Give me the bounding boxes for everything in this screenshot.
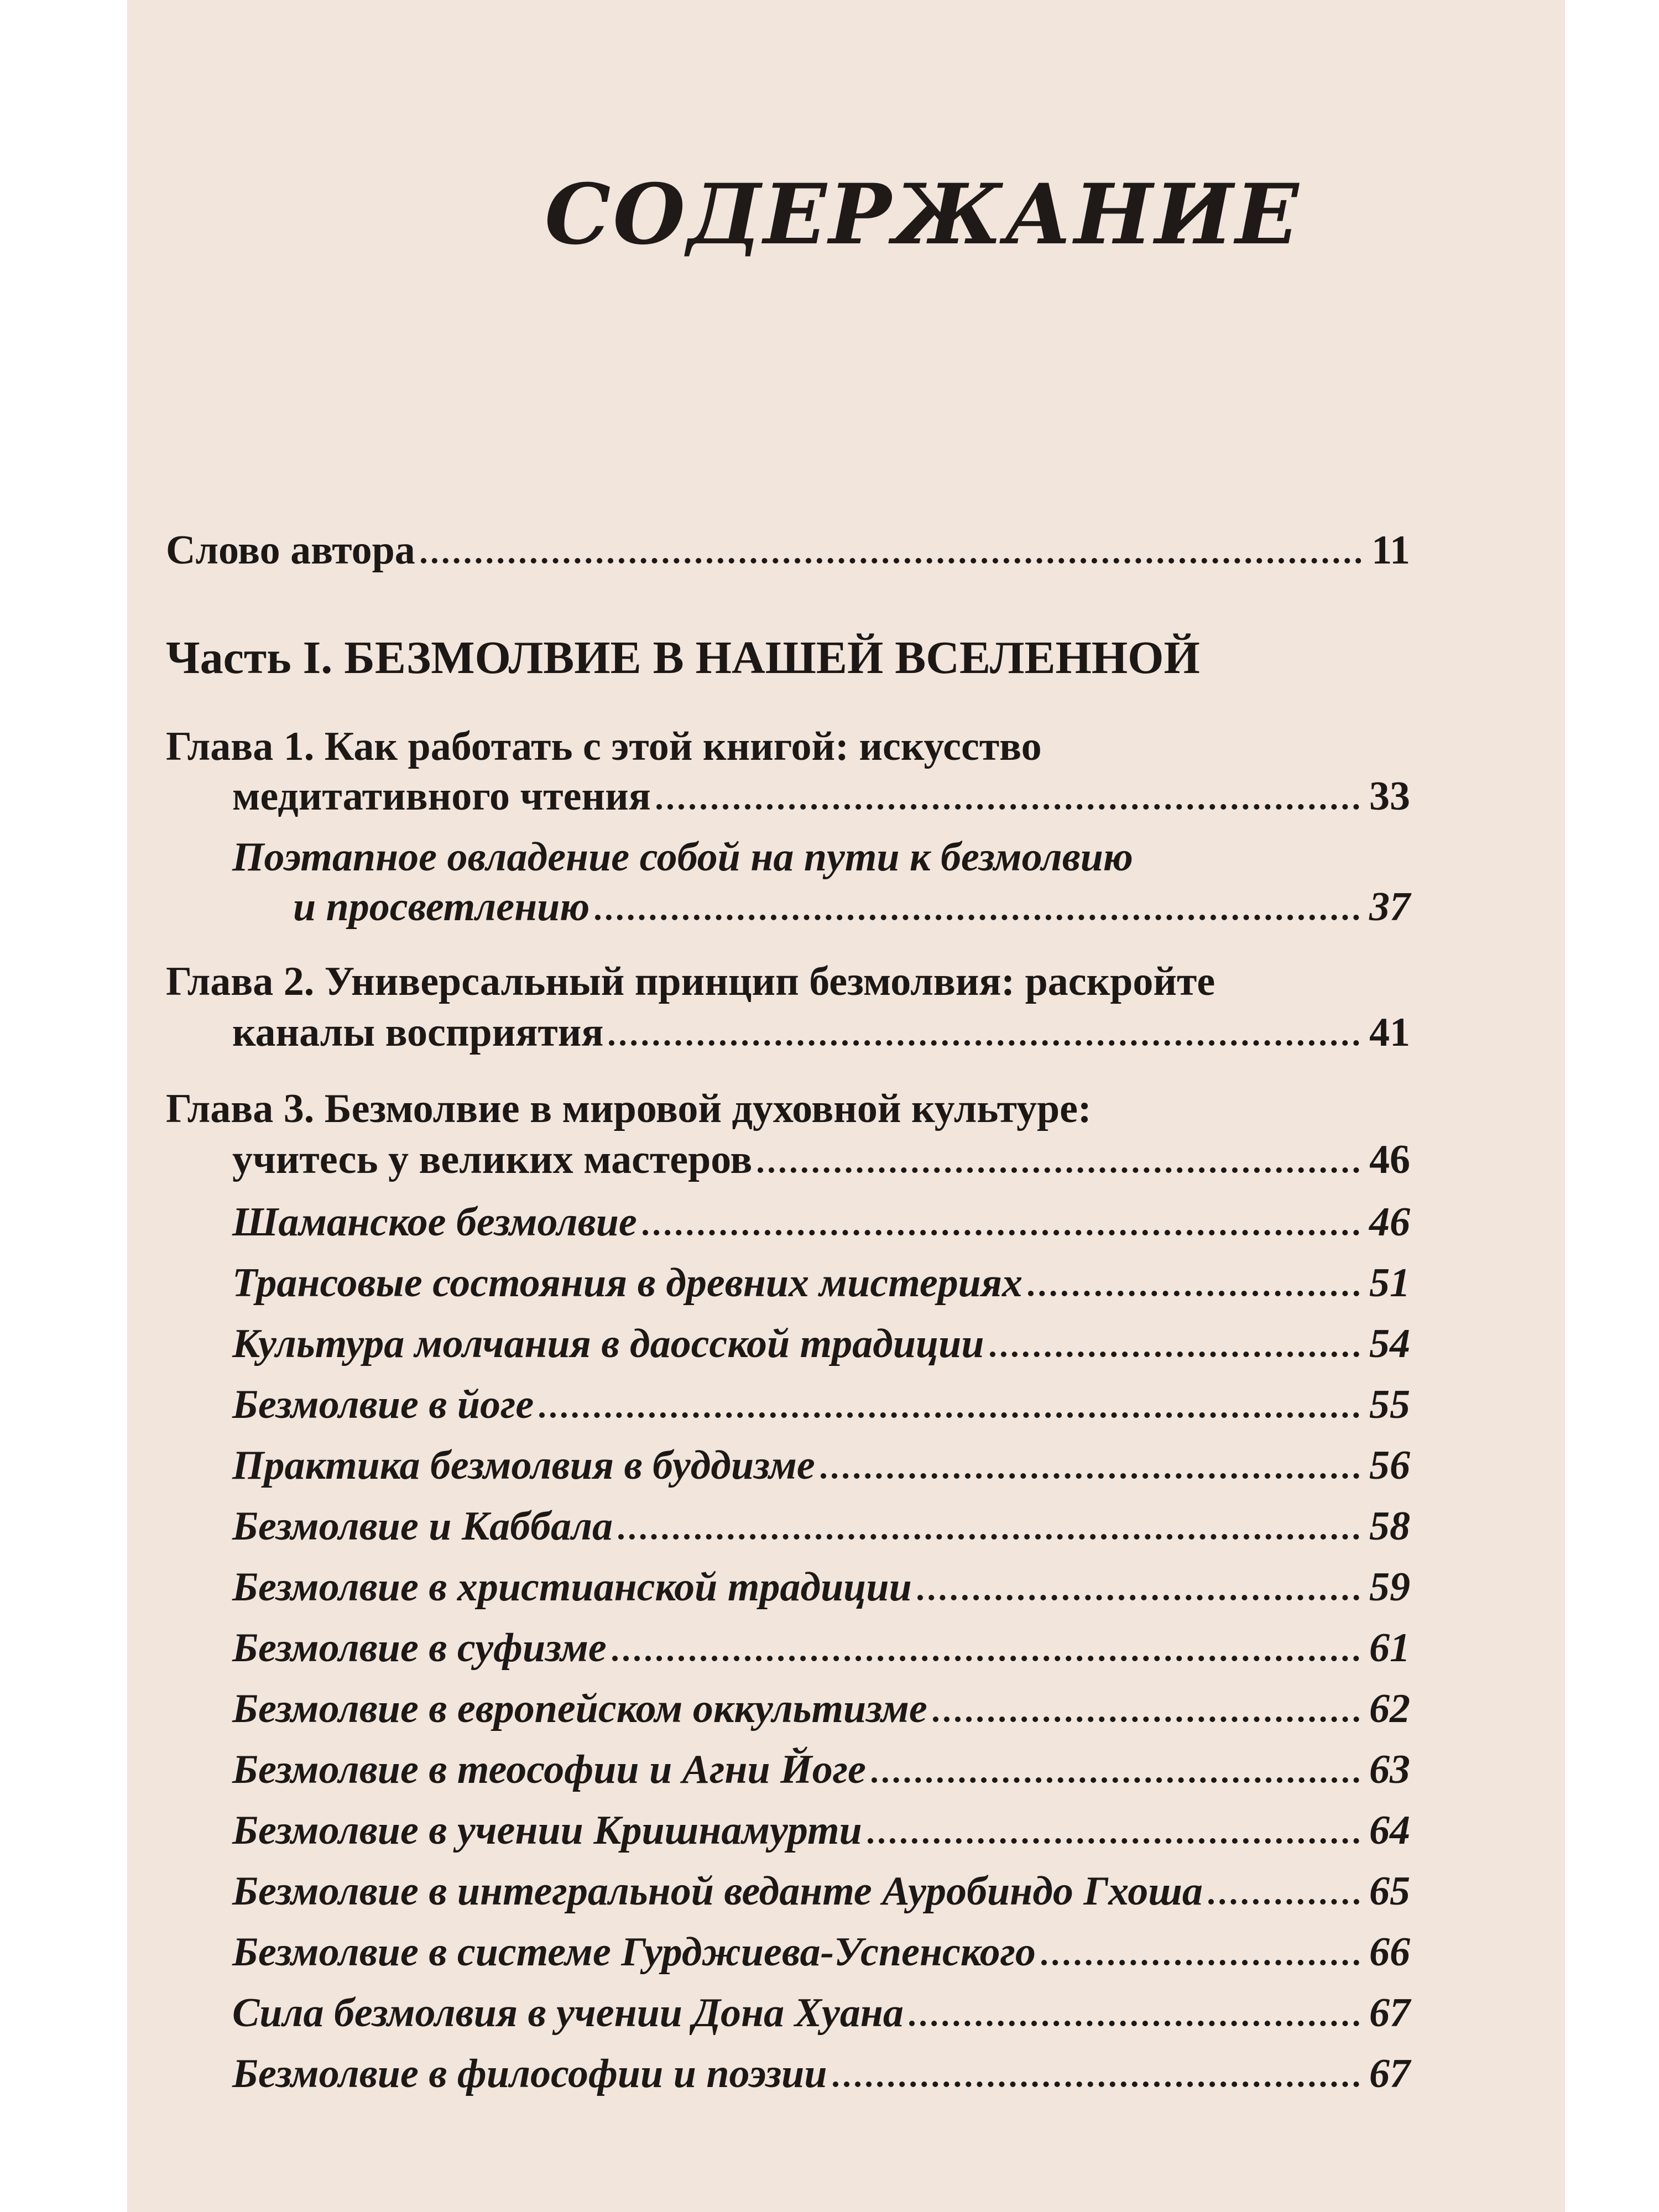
toc-page-number: 64 [1369, 1808, 1410, 1853]
toc-entry-subsection [232, 1258, 1410, 1308]
toc-page-number: 46 [1369, 1199, 1410, 1245]
dot-leader [539, 1412, 1359, 1418]
part-heading: Часть I. БЕЗМОЛВИЕ В НАШЕЙ ВСЕЛЕННОЙ [166, 632, 1200, 684]
dot-leader [618, 1534, 1359, 1540]
toc-entry-text: Безмолвие в системе Гурджиева-Успенского [232, 1929, 1036, 1975]
toc-entry-text: Трансовые состояния в древних мистериях [232, 1260, 1022, 1306]
toc-entry-text: Безмолвие в теософии и Агни Йоге [232, 1747, 866, 1792]
toc-page-number: 61 [1369, 1625, 1410, 1671]
dot-leader [872, 1777, 1359, 1783]
toc-entry-text: Безмолвие в христианской традиции [232, 1564, 912, 1610]
dot-leader [643, 1230, 1359, 1235]
dot-leader [821, 1473, 1359, 1479]
toc-entry-chapter-1 [232, 771, 1410, 821]
toc-entry-text: Безмолвие в суфизме [232, 1625, 607, 1671]
toc-entry-subsection [232, 1745, 1410, 1794]
toc-page-number: 59 [1369, 1564, 1410, 1610]
dot-leader [421, 558, 1361, 564]
subsection-title-line1: Поэтапное овладение собой на пути к безмолвию [232, 834, 1133, 880]
dot-leader [609, 1040, 1359, 1046]
toc-entry-subsection [232, 1866, 1410, 1916]
toc-entry-subsection [232, 1197, 1410, 1247]
toc-entry-text: и просветлению [293, 884, 590, 930]
toc-page-number: 63 [1369, 1747, 1410, 1792]
toc-entry-text: Безмолвие в европейском оккультизме [232, 1686, 927, 1731]
toc-page-number: 11 [1371, 528, 1410, 573]
toc-entry-subsection [232, 1441, 1410, 1490]
dot-leader [595, 915, 1359, 920]
toc-entry-text: Безмолвие и Каббала [232, 1504, 613, 1549]
toc-page-number: 46 [1369, 1137, 1410, 1182]
chapter-1-title-line1: Глава 1. Как работать с этой книгой: искусство [166, 724, 1042, 769]
dot-leader [1041, 1960, 1359, 1965]
toc-entry-subsection [232, 2049, 1410, 2099]
toc-page-number: 55 [1369, 1382, 1410, 1427]
toc-entry-text: Безмолвие в философии и поэзии [232, 2051, 827, 2096]
toc-entry-text: Слово автора [166, 528, 415, 573]
toc-entry-subsection [232, 1988, 1410, 2038]
toc-page-number: 62 [1369, 1686, 1410, 1731]
toc-entry-text: Безмолвие в интегральной веданте Ауробиндо Гхоша [232, 1869, 1203, 1914]
dot-leader [933, 1717, 1359, 1722]
toc-page-number: 67 [1369, 1990, 1410, 2036]
dot-leader [758, 1167, 1359, 1173]
toc-page-number: 58 [1369, 1504, 1410, 1549]
dot-leader [612, 1656, 1359, 1661]
dot-leader [656, 804, 1359, 810]
page-title: СОДЕРЖАНИЕ [545, 166, 1301, 263]
dot-leader [833, 2081, 1360, 2087]
toc-entry-text: медитативного чтения [232, 774, 651, 819]
toc-entry-subsection [232, 1562, 1410, 1612]
dot-leader [1028, 1291, 1359, 1296]
toc-page-number: 41 [1369, 1010, 1410, 1055]
toc-entry-text: Сила безмолвия в учении Дона Хуана [232, 1990, 904, 2036]
toc-entry-subsection [232, 1623, 1410, 1673]
toc-entry-subsection [232, 1684, 1410, 1734]
toc-page-number: 66 [1369, 1929, 1410, 1975]
toc-entry-text: Безмолвие в йоге [232, 1382, 534, 1427]
toc-page-number: 65 [1369, 1869, 1410, 1914]
toc-entry-text: учитесь у великих мастеров [232, 1137, 753, 1182]
toc-entry-text: Безмолвие в учении Кришнамурти [232, 1808, 862, 1853]
toc-entry-subsection [232, 1380, 1410, 1430]
toc-page-number: 51 [1369, 1260, 1410, 1306]
dot-leader [990, 1352, 1360, 1357]
toc-entry-chapter-2 [232, 1008, 1410, 1057]
toc-page-number: 33 [1369, 774, 1410, 819]
dot-leader [917, 1595, 1359, 1600]
toc-page-number: 56 [1369, 1443, 1410, 1488]
dot-leader [1208, 1899, 1359, 1905]
toc-entry-text: Практика безмолвия в буддизме [232, 1443, 815, 1488]
toc-entry-text: каналы восприятия [232, 1010, 604, 1055]
toc-entry-text: Шаманское безмолвие [232, 1199, 637, 1245]
toc-entry-subsection [232, 1927, 1410, 1977]
toc-entry-subsection [232, 1501, 1410, 1551]
toc-entry-subsection [232, 1319, 1410, 1369]
toc-page-number: 67 [1369, 2051, 1410, 2096]
dot-leader [909, 2021, 1359, 2026]
toc-entry-chapter-3 [232, 1135, 1410, 1185]
toc-entry-text: Культура молчания в даосской традиции [232, 1321, 984, 1366]
chapter-3-title-line1: Глава 3. Безмолвие в мировой духовной культуре: [166, 1086, 1092, 1131]
chapter-2-title-line1: Глава 2. Универсальный принцип безмолвия: раскройте [166, 959, 1215, 1004]
toc-page-number: 37 [1369, 884, 1410, 930]
dot-leader [868, 1838, 1359, 1844]
toc-page-number: 54 [1369, 1321, 1410, 1366]
toc-entry-foreword [166, 525, 1410, 575]
toc-entry-subsection [232, 1806, 1410, 1855]
toc-entry-subsection [293, 882, 1410, 932]
